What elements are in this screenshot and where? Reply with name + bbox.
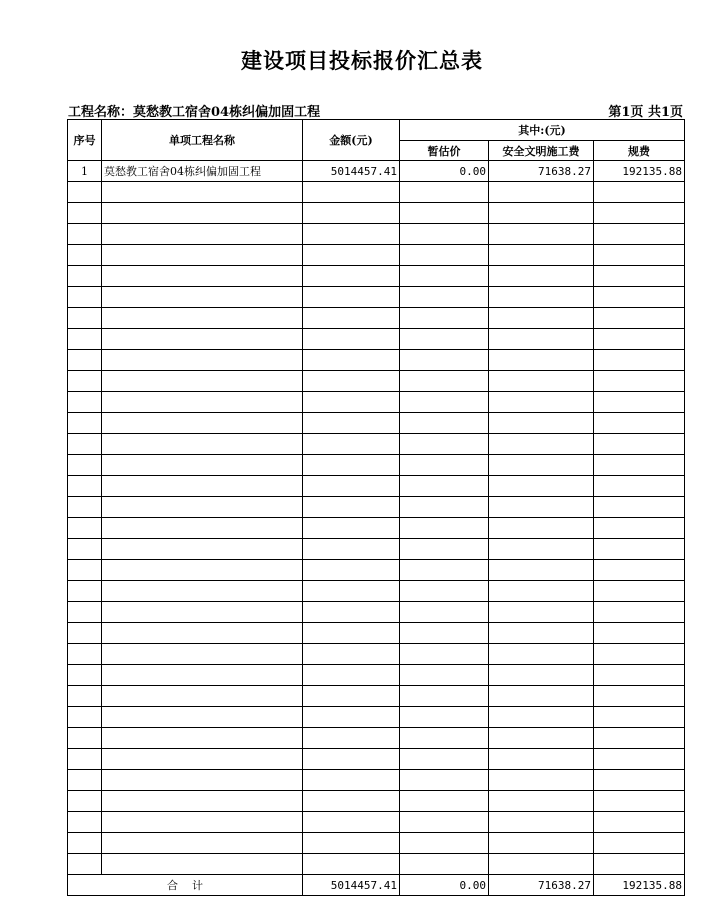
cell-fees: [594, 245, 685, 266]
cell-safety: [489, 539, 594, 560]
cell-seq: [68, 224, 102, 245]
cell-safety: [489, 371, 594, 392]
cell-name: [102, 518, 303, 539]
cell-amount: [303, 581, 400, 602]
cell-provisional: [400, 560, 489, 581]
cell-safety: [489, 791, 594, 812]
cell-safety: [489, 476, 594, 497]
cell-name: [102, 791, 303, 812]
cell-fees: [594, 518, 685, 539]
cell-amount: [303, 602, 400, 623]
cell-seq: [68, 455, 102, 476]
cell-seq: [68, 854, 102, 875]
cell-name: [102, 665, 303, 686]
empty-row: [68, 203, 685, 224]
cell-name: [102, 623, 303, 644]
cell-safety: [489, 644, 594, 665]
total-amount: 5014457.41: [303, 875, 400, 896]
cell-fees: [594, 581, 685, 602]
header-among: 其中:(元): [400, 120, 685, 141]
cell-name: [102, 476, 303, 497]
cell-safety: [489, 497, 594, 518]
cell-provisional: [400, 812, 489, 833]
cell-provisional: [400, 854, 489, 875]
cell-safety: [489, 749, 594, 770]
cell-provisional: [400, 350, 489, 371]
cell-name: [102, 707, 303, 728]
cell-fees: [594, 665, 685, 686]
cell-amount: [303, 329, 400, 350]
empty-row: [68, 854, 685, 875]
cell-safety: [489, 560, 594, 581]
header-provisional: 暂估价: [400, 141, 489, 161]
cell-safety: [489, 707, 594, 728]
cell-amount: [303, 224, 400, 245]
page-title: 建设项目投标报价汇总表: [241, 48, 483, 73]
cell-seq: [68, 350, 102, 371]
cell-fees: [594, 392, 685, 413]
empty-row: [68, 770, 685, 791]
cell-safety: [489, 434, 594, 455]
cell-fees: [594, 854, 685, 875]
cell-safety: [489, 770, 594, 791]
cell-provisional: [400, 686, 489, 707]
cell-seq: [68, 539, 102, 560]
cell-amount: [303, 266, 400, 287]
cell-seq: [68, 392, 102, 413]
page-info: 第1页 共1页: [608, 105, 683, 120]
cell-seq: [68, 560, 102, 581]
empty-row: [68, 434, 685, 455]
cell-safety: [489, 812, 594, 833]
cell-seq: [68, 770, 102, 791]
cell-safety: 71638.27: [489, 161, 594, 182]
empty-row: [68, 812, 685, 833]
cell-seq: [68, 644, 102, 665]
cell-seq: [68, 434, 102, 455]
empty-row: [68, 392, 685, 413]
cell-fees: [594, 203, 685, 224]
cell-provisional: [400, 518, 489, 539]
cell-amount: [303, 812, 400, 833]
empty-row: [68, 728, 685, 749]
cell-fees: [594, 707, 685, 728]
header-amount: 金额(元): [303, 120, 400, 161]
cell-fees: [594, 623, 685, 644]
cell-amount: [303, 350, 400, 371]
cell-safety: [489, 308, 594, 329]
empty-row: [68, 791, 685, 812]
cell-amount: [303, 308, 400, 329]
cell-fees: [594, 329, 685, 350]
cell-seq: [68, 518, 102, 539]
cell-provisional: [400, 497, 489, 518]
cell-seq: [68, 497, 102, 518]
cell-safety: [489, 686, 594, 707]
empty-row: [68, 455, 685, 476]
cell-safety: [489, 329, 594, 350]
cell-name: [102, 392, 303, 413]
cell-amount: [303, 455, 400, 476]
total-safety: 71638.27: [489, 875, 594, 896]
total-label: 合 计: [68, 875, 303, 896]
cell-name: [102, 329, 303, 350]
cell-name: [102, 308, 303, 329]
cell-seq: [68, 728, 102, 749]
cell-seq: [68, 182, 102, 203]
cell-fees: [594, 476, 685, 497]
cell-amount: [303, 518, 400, 539]
cell-name: [102, 350, 303, 371]
cell-seq: [68, 287, 102, 308]
cell-name: [102, 287, 303, 308]
cell-seq: [68, 833, 102, 854]
cell-provisional: [400, 182, 489, 203]
empty-row: [68, 581, 685, 602]
cell-name: [102, 245, 303, 266]
cell-seq: [68, 308, 102, 329]
cell-name: [102, 539, 303, 560]
empty-row: [68, 518, 685, 539]
cell-provisional: [400, 602, 489, 623]
cell-name: [102, 560, 303, 581]
header-fees: 规费: [594, 141, 685, 161]
cell-fees: [594, 791, 685, 812]
cell-provisional: [400, 287, 489, 308]
empty-row: [68, 182, 685, 203]
cell-provisional: [400, 707, 489, 728]
cell-amount: 5014457.41: [303, 161, 400, 182]
cell-seq: [68, 686, 102, 707]
cell-safety: [489, 350, 594, 371]
cell-provisional: [400, 581, 489, 602]
cell-amount: [303, 854, 400, 875]
cell-fees: [594, 434, 685, 455]
cell-provisional: [400, 203, 489, 224]
empty-row: [68, 749, 685, 770]
cell-amount: [303, 707, 400, 728]
cell-amount: [303, 371, 400, 392]
cell-name: [102, 413, 303, 434]
header-safety: 安全文明施工费: [489, 141, 594, 161]
cell-fees: [594, 497, 685, 518]
cell-name: [102, 770, 303, 791]
cell-safety: [489, 266, 594, 287]
summary-table: [67, 119, 685, 896]
empty-row: [68, 287, 685, 308]
cell-fees: [594, 602, 685, 623]
cell-amount: [303, 287, 400, 308]
cell-amount: [303, 623, 400, 644]
empty-row: [68, 476, 685, 497]
cell-amount: [303, 749, 400, 770]
cell-amount: [303, 560, 400, 581]
cell-name: [102, 833, 303, 854]
empty-row: [68, 413, 685, 434]
cell-fees: [594, 455, 685, 476]
cell-provisional: [400, 245, 489, 266]
total-provisional: 0.00: [400, 875, 489, 896]
cell-safety: [489, 665, 594, 686]
cell-name: [102, 728, 303, 749]
total-fees: 192135.88: [594, 875, 685, 896]
cell-seq: [68, 707, 102, 728]
cell-seq: [68, 266, 102, 287]
cell-safety: [489, 518, 594, 539]
cell-seq: [68, 245, 102, 266]
cell-fees: [594, 812, 685, 833]
cell-name: [102, 455, 303, 476]
cell-name: [102, 602, 303, 623]
cell-seq: [68, 749, 102, 770]
cell-amount: [303, 182, 400, 203]
cell-provisional: [400, 644, 489, 665]
cell-provisional: [400, 791, 489, 812]
cell-fees: [594, 560, 685, 581]
cell-safety: [489, 224, 594, 245]
cell-fees: 192135.88: [594, 161, 685, 182]
cell-seq: [68, 791, 102, 812]
cell-fees: [594, 266, 685, 287]
cell-fees: [594, 371, 685, 392]
empty-row: [68, 602, 685, 623]
cell-fees: [594, 287, 685, 308]
cell-provisional: [400, 623, 489, 644]
cell-name: [102, 749, 303, 770]
cell-amount: [303, 413, 400, 434]
cell-safety: [489, 287, 594, 308]
cell-provisional: [400, 665, 489, 686]
cell-provisional: [400, 455, 489, 476]
cell-fees: [594, 770, 685, 791]
cell-safety: [489, 455, 594, 476]
cell-name: 莫愁教工宿舍04栋纠偏加固工程: [102, 161, 303, 182]
cell-seq: [68, 476, 102, 497]
cell-amount: [303, 203, 400, 224]
cell-safety: [489, 854, 594, 875]
cell-seq: [68, 371, 102, 392]
cell-amount: [303, 539, 400, 560]
cell-name: [102, 224, 303, 245]
cell-safety: [489, 623, 594, 644]
cell-provisional: 0.00: [400, 161, 489, 182]
empty-row: [68, 266, 685, 287]
cell-name: [102, 266, 303, 287]
header-seq: 序号: [68, 120, 102, 161]
cell-safety: [489, 245, 594, 266]
empty-row: [68, 686, 685, 707]
cell-fees: [594, 539, 685, 560]
cell-name: [102, 644, 303, 665]
empty-row: [68, 350, 685, 371]
cell-amount: [303, 245, 400, 266]
empty-row: [68, 623, 685, 644]
table-row: [68, 161, 685, 182]
cell-provisional: [400, 434, 489, 455]
cell-fees: [594, 728, 685, 749]
cell-name: [102, 812, 303, 833]
cell-seq: [68, 329, 102, 350]
cell-fees: [594, 833, 685, 854]
cell-safety: [489, 203, 594, 224]
empty-row: [68, 308, 685, 329]
cell-amount: [303, 791, 400, 812]
cell-provisional: [400, 749, 489, 770]
cell-provisional: [400, 329, 489, 350]
cell-fees: [594, 749, 685, 770]
cell-provisional: [400, 476, 489, 497]
empty-row: [68, 371, 685, 392]
cell-name: [102, 203, 303, 224]
cell-amount: [303, 770, 400, 791]
cell-name: [102, 581, 303, 602]
cell-amount: [303, 728, 400, 749]
cell-seq: [68, 413, 102, 434]
cell-fees: [594, 686, 685, 707]
cell-provisional: [400, 833, 489, 854]
empty-row: [68, 644, 685, 665]
cell-seq: [68, 665, 102, 686]
cell-name: [102, 854, 303, 875]
cell-seq: [68, 812, 102, 833]
cell-name: [102, 371, 303, 392]
cell-fees: [594, 350, 685, 371]
cell-safety: [489, 833, 594, 854]
cell-provisional: [400, 371, 489, 392]
cell-provisional: [400, 224, 489, 245]
cell-name: [102, 686, 303, 707]
cell-safety: [489, 728, 594, 749]
cell-provisional: [400, 266, 489, 287]
empty-row: [68, 707, 685, 728]
header-name: 单项工程名称: [102, 120, 303, 161]
header-row: [68, 120, 685, 141]
empty-row: [68, 560, 685, 581]
cell-provisional: [400, 770, 489, 791]
cell-safety: [489, 413, 594, 434]
cell-amount: [303, 686, 400, 707]
cell-provisional: [400, 728, 489, 749]
cell-seq: [68, 581, 102, 602]
cell-amount: [303, 476, 400, 497]
cell-safety: [489, 392, 594, 413]
cell-name: [102, 182, 303, 203]
cell-name: [102, 497, 303, 518]
cell-amount: [303, 644, 400, 665]
empty-row: [68, 497, 685, 518]
cell-fees: [594, 644, 685, 665]
cell-safety: [489, 602, 594, 623]
cell-provisional: [400, 308, 489, 329]
cell-provisional: [400, 413, 489, 434]
cell-fees: [594, 308, 685, 329]
empty-row: [68, 539, 685, 560]
cell-safety: [489, 581, 594, 602]
total-row: [68, 875, 685, 896]
cell-amount: [303, 392, 400, 413]
cell-seq: 1: [68, 161, 102, 182]
empty-row: [68, 245, 685, 266]
empty-row: [68, 329, 685, 350]
cell-fees: [594, 182, 685, 203]
project-name: 工程名称：莫愁教工宿舍04栋纠偏加固工程: [68, 105, 321, 120]
cell-amount: [303, 434, 400, 455]
cell-seq: [68, 623, 102, 644]
empty-row: [68, 224, 685, 245]
cell-seq: [68, 203, 102, 224]
cell-seq: [68, 602, 102, 623]
cell-amount: [303, 665, 400, 686]
cell-provisional: [400, 392, 489, 413]
cell-name: [102, 434, 303, 455]
cell-fees: [594, 413, 685, 434]
cell-provisional: [400, 539, 489, 560]
empty-row: [68, 665, 685, 686]
cell-amount: [303, 497, 400, 518]
cell-amount: [303, 833, 400, 854]
cell-safety: [489, 182, 594, 203]
empty-row: [68, 833, 685, 854]
cell-fees: [594, 224, 685, 245]
